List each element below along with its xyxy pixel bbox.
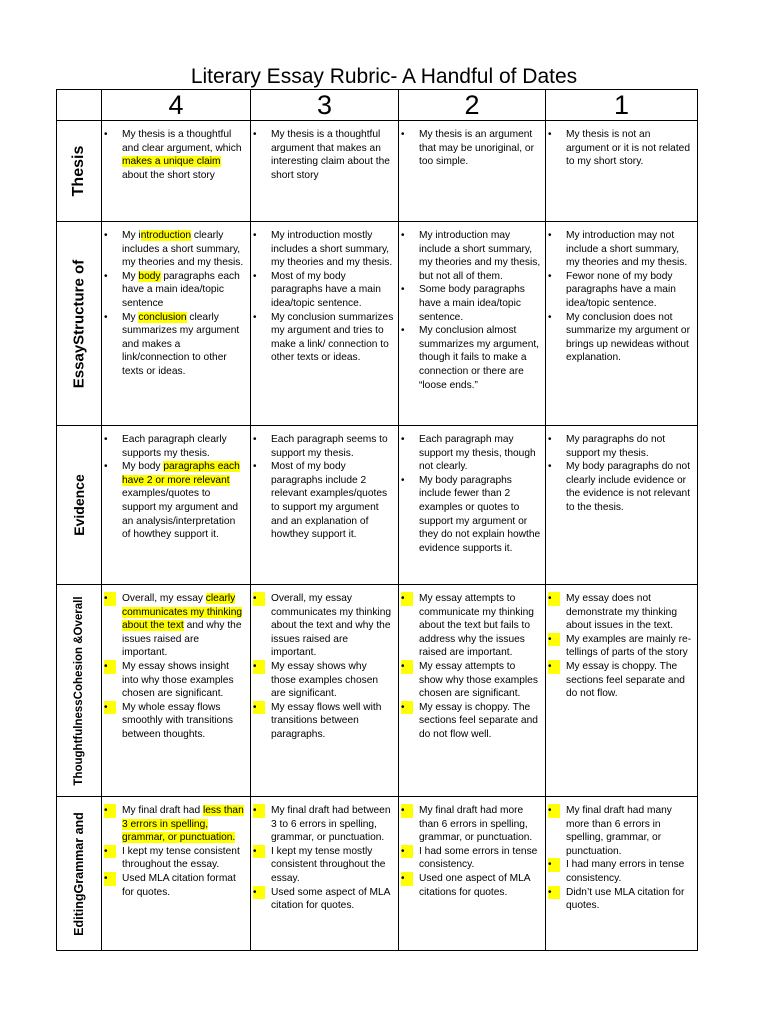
bullet-text: My essay flows well with transitions between paragraphs. [271, 701, 382, 740]
criterion-label: EditingGrammar and [72, 811, 86, 936]
bullet-text: My final draft had between 3 to 6 errors in spelling, grammar, or punctuation. [271, 805, 391, 844]
criterion-label: ThoughtfulnessCohesion &Overall [73, 595, 85, 786]
bullet-text: Didn’t use MLA citation for quotes. [566, 886, 685, 912]
score-header-row [57, 90, 698, 121]
bullet-list [399, 121, 545, 169]
bullet-item [271, 804, 394, 845]
rubric-cell [399, 222, 546, 426]
criterion-row-grammar [57, 797, 698, 951]
bullet-text: Most of my body paragraphs include 2 relevant examples/quotes to support my argument and an explanation of howthey support it. [271, 461, 388, 541]
bullet-text: My conclusion summarizes my argument and tries to make a link/ connection to other texts or ideas. [271, 311, 394, 364]
bullet-text: Most of my body paragraphs have a main idea/topic sentence. [271, 270, 381, 309]
bullet-list [102, 121, 250, 182]
score-4-header: 4 [102, 90, 251, 121]
bullet-list [399, 797, 545, 899]
bullet-list [251, 426, 398, 542]
bullet-list [251, 585, 398, 742]
bullet-item [271, 311, 394, 365]
bullet-list [102, 222, 250, 379]
row-label-cell [57, 797, 102, 951]
bullet-text: examples/quotes to support my argument and an analysis/interpretation of howthey support it. [122, 488, 239, 541]
rubric-cell [251, 585, 399, 797]
row-label-cell [57, 222, 102, 426]
rubric-cell [546, 222, 698, 426]
bullet-item [271, 886, 394, 913]
bullet-text: My [122, 311, 139, 323]
highlighted-text: less than 3 errors in spelling, grammar, or punctuation. [122, 805, 244, 844]
criterion-row-cohesion [57, 585, 698, 797]
rubric-cell [546, 797, 698, 951]
bullet-text: My body [122, 461, 164, 473]
row-label-cell [57, 121, 102, 222]
bullet-text: My essay shows why those examples chosen are significant. [271, 660, 379, 700]
bullet-item [566, 660, 693, 701]
rubric-cell [251, 797, 399, 951]
bullet-list [102, 426, 250, 542]
bullet-text: I kept my tense consistent throughout the essay. [122, 845, 240, 871]
bullet-text: Each paragraph clearly supports my thesis. [122, 434, 227, 459]
bullet-item [122, 592, 246, 660]
bullet-text: Each paragraph may support my thesis, though not clearly. [419, 434, 536, 473]
bullet-text: My paragraphs do not support my thesis. [566, 434, 666, 459]
bullet-item [122, 701, 246, 742]
bullet-text: I had some errors in tense consistency. [419, 845, 538, 871]
bullet-item [419, 845, 541, 872]
criterion-label: EssayStructure of [70, 259, 88, 388]
bullet-text: My final draft had many more than 6 errors in spelling, grammar, or punctuation. [566, 805, 672, 857]
bullet-item [122, 845, 246, 872]
bullet-text: My essay does not demonstrate my thinking about issues in the text. [566, 593, 677, 632]
bullet-item [419, 872, 541, 899]
bullet-item [122, 804, 246, 845]
bullet-text: My essay shows insight into why those examples chosen are significant. [122, 660, 234, 700]
highlighted-text: makes a unique claim [122, 156, 221, 168]
bullet-item [419, 128, 541, 169]
bullet-text: about the short story [122, 169, 215, 181]
bullet-text: My introduction may not include a short summary, my theories and my thesis. [566, 230, 688, 269]
bullet-item [271, 845, 394, 886]
bullet-item [271, 229, 394, 270]
bullet-text: Used MLA citation format for quotes. [122, 872, 236, 898]
bullet-item [122, 128, 246, 182]
bullet-text: paragraphs each have a main idea/topic sentence [122, 270, 240, 309]
bullet-text: clearly summarizes my argument and makes a link/connection to other texts or ideas. [122, 311, 240, 377]
bullet-text: My i [122, 230, 141, 241]
bullet-item [271, 660, 394, 701]
criterion-label: Evidence [71, 474, 87, 536]
rubric-cell [399, 585, 546, 797]
bullet-text: My body paragraphs include fewer than 2 examples or quotes to support my argument or they do not explain howthe evidence supports it. [419, 474, 541, 554]
bullet-text: My examples are mainly re-tellings of parts of the story [566, 633, 692, 659]
row-label-cell [57, 426, 102, 585]
bullet-text: My conclusion almost summarizes my argument, though it fails to make a connection or there are “loose ends.” [419, 325, 540, 391]
bullet-item [566, 433, 693, 460]
bullet-item [566, 229, 693, 270]
bullet-item [566, 633, 693, 660]
bullet-item [122, 872, 246, 899]
bullet-item [419, 324, 541, 392]
bullet-list [102, 797, 250, 899]
bullet-item [419, 283, 541, 324]
rubric-cell [399, 426, 546, 585]
row-label-cell [57, 585, 102, 797]
criterion-row-structure [57, 222, 698, 426]
rubric-cell [399, 121, 546, 222]
bullet-text: and why the issues raised are important. [122, 620, 242, 659]
score-2-header: 2 [399, 90, 546, 121]
bullet-list [399, 222, 545, 392]
bullet-item [271, 433, 394, 460]
bullet-text: I kept my tense mostly consistent throughout the essay. [271, 845, 386, 884]
highlighted-text: ntroduction [140, 230, 192, 241]
bullet-text: My thesis is a thoughtful argument that makes an interesting claim about the short story [271, 129, 390, 181]
bullet-list [546, 121, 697, 169]
bullet-item [566, 311, 693, 365]
bullet-text: My final draft had [122, 805, 203, 816]
criterion-row-evidence [57, 426, 698, 585]
bullet-item [566, 858, 693, 885]
page-title: Literary Essay Rubric- A Handful of Dates [190, 65, 578, 88]
rubric-cell [251, 121, 399, 222]
bullet-item [419, 474, 541, 556]
rubric-cell [399, 797, 546, 951]
criterion-label: Thesis [70, 145, 87, 197]
bullet-list [399, 585, 545, 742]
bullet-text: My whole essay flows smoothly with transitions between thoughts. [122, 701, 233, 740]
highlighted-text: body [138, 270, 161, 282]
bullet-item [419, 433, 541, 474]
bullet-text: My conclusion does not summarize my argument or brings up newideas without explanation. [566, 311, 690, 364]
bullet-list [251, 222, 398, 365]
bullet-list [546, 585, 697, 701]
bullet-item [419, 660, 541, 701]
bullet-list [251, 797, 398, 913]
bullet-item [122, 460, 246, 542]
bullet-item [419, 229, 541, 283]
rubric-cell [546, 426, 698, 585]
bullet-item [419, 592, 541, 660]
bullet-item [122, 229, 246, 270]
bullet-text: Used one aspect of MLA citations for quotes. [419, 872, 530, 898]
bullet-item [566, 270, 693, 311]
bullet-text: Overall, my essay [122, 593, 206, 604]
rubric-cell [251, 426, 399, 585]
rubric-cell [102, 797, 251, 951]
bullet-text: Overall, my essay communicates my thinking about the text and why the issues raised are important. [271, 593, 392, 659]
rubric-cell [546, 585, 698, 797]
bullet-item [122, 660, 246, 701]
bullet-item [271, 460, 394, 542]
bullet-text: My body paragraphs do not clearly include evidence or the evidence is not relevant to the thesis. [566, 461, 691, 513]
bullet-item [271, 270, 394, 311]
rubric-cell [546, 121, 698, 222]
highlighted-text: conclusion [138, 311, 187, 323]
bullet-text: My final draft had more than 6 errors in spelling, grammar, or punctuation. [419, 805, 533, 844]
rubric-table [56, 89, 698, 951]
bullet-list [546, 222, 697, 365]
bullet-list [102, 585, 250, 742]
bullet-item [566, 804, 693, 858]
bullet-text: Some body paragraphs have a main idea/topic sentence. [419, 284, 525, 323]
bullet-text: Fewor none of my body paragraphs have a main idea/topic sentence. [566, 270, 676, 309]
bullet-text: My thesis is an argument that may be unoriginal, or too simple. [419, 129, 534, 168]
bullet-item [122, 311, 246, 379]
bullet-item [122, 270, 246, 311]
bullet-item [566, 886, 693, 913]
rubric-cell [102, 121, 251, 222]
bullet-list [399, 426, 545, 555]
bullet-text: My thesis is a thoughtful and clear argument, which [122, 129, 242, 154]
bullet-text: My essay is choppy. The sections feel separate and do not flow well. [419, 701, 538, 740]
bullet-item [271, 128, 394, 182]
rubric-cell [251, 222, 399, 426]
bullet-text: Each paragraph seems to support my thesis. [271, 434, 388, 459]
highlighted-text: clearly communicates my thinking about the text [122, 593, 243, 632]
bullet-item [419, 701, 541, 742]
bullet-item [566, 592, 693, 633]
score-1-header: 1 [546, 90, 698, 121]
bullet-text: My introduction mostly includes a short summary, my theories and my thesis. [271, 230, 393, 269]
bullet-item [566, 460, 693, 514]
bullet-list [546, 797, 697, 913]
rubric-cell [102, 222, 251, 426]
bullet-item [419, 804, 541, 845]
rubric-cell [102, 585, 251, 797]
bullet-text: My thesis is not an argument or it is not related to my short story. [566, 129, 691, 168]
bullet-text: My introduction may include a short summary, my theories and my thesis, but not all of them. [419, 230, 541, 282]
bullet-list [546, 426, 697, 515]
bullet-list [251, 121, 398, 182]
bullet-item [271, 592, 394, 660]
score-3-header: 3 [251, 90, 399, 121]
bullet-item [122, 433, 246, 460]
bullet-item [271, 701, 394, 742]
bullet-text: Used some aspect of MLA citation for quotes. [271, 886, 390, 912]
bullet-text: My essay attempts to communicate my thinking about the text but fails to address why the issues raised are important. [419, 593, 534, 659]
bullet-text: My [122, 270, 139, 282]
rubric-cell [102, 426, 251, 585]
corner-cell [57, 90, 102, 121]
criterion-row-thesis [57, 121, 698, 222]
bullet-item [566, 128, 693, 169]
bullet-text: clearly includes a short summary, my theories and my thesis. [122, 230, 244, 269]
highlighted-text: paragraphs each have 2 or more relevant [122, 461, 240, 486]
bullet-text: My essay is choppy. The sections feel separate and do not flow. [566, 660, 685, 700]
bullet-text: My essay attempts to show why those examples chosen are significant. [419, 660, 538, 700]
bullet-text: I had many errors in tense consistency. [566, 859, 685, 884]
